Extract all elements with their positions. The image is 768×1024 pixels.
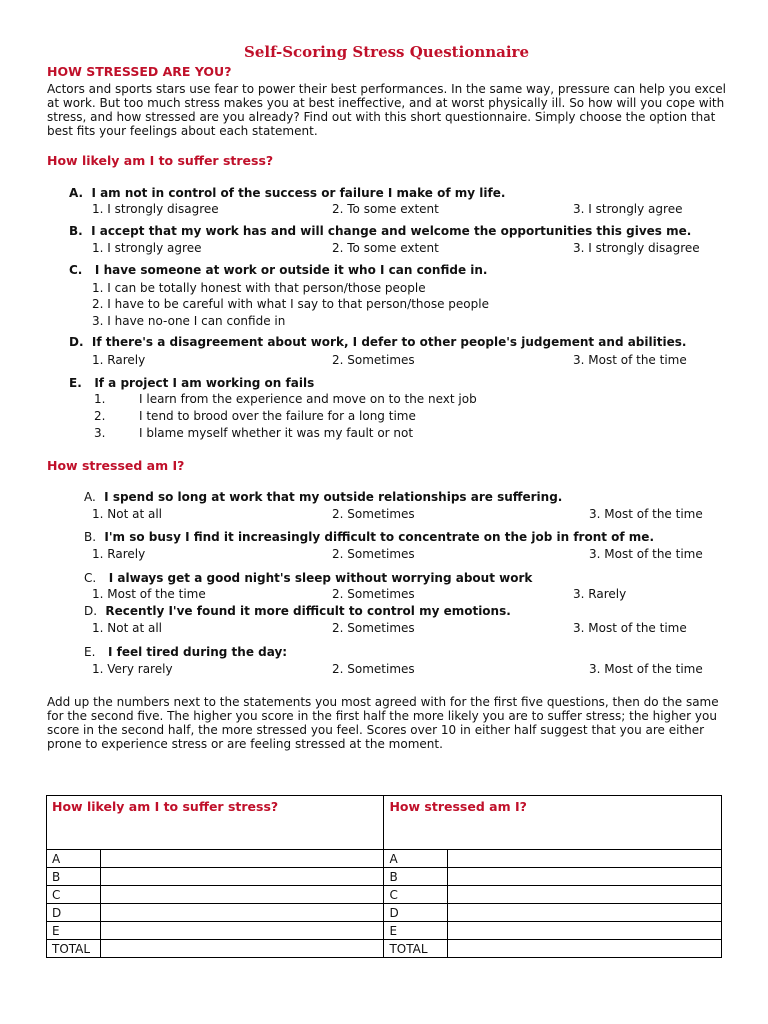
- subtitle: HOW STRESSED ARE YOU?: [47, 64, 232, 79]
- option[interactable]: 2. To some extent: [332, 241, 439, 255]
- option[interactable]: 3. I have no-one I can confide in: [92, 314, 286, 328]
- option[interactable]: 3. Most of the time: [573, 353, 687, 367]
- option-number: 1.: [94, 392, 106, 406]
- scoring-paragraph: Add up the numbers next to the statements you most agreed with for the first five questions, then do the same for the second five. The higher you score in the first half the more likely you are to suffer stress; the higher you score in the second half, the more stressed you feel. Scores over 10 in either half suggest that you are either prone to experience stress or are feeling stressed at the moment.: [47, 695, 719, 751]
- row-label: TOTAL: [384, 940, 448, 958]
- option[interactable]: 1. I strongly agree: [92, 241, 202, 255]
- s1-question-e: [69, 376, 314, 390]
- row-label: B: [47, 868, 101, 886]
- row-label: D: [47, 904, 101, 922]
- option[interactable]: 1. Rarely: [92, 547, 146, 561]
- total-cell[interactable]: [100, 940, 383, 958]
- row-label: C: [47, 886, 101, 904]
- s2-question-a: [84, 490, 562, 504]
- question-text: I always get a good night's sleep without worrying about work: [108, 571, 533, 585]
- option-number: 2.: [94, 409, 106, 423]
- option[interactable]: I learn from the experience and move on to the next job: [139, 392, 477, 406]
- question-text: If there's a disagreement about work, I defer to other people's judgement and abilities.: [91, 335, 687, 349]
- question-letter: C.: [84, 571, 97, 585]
- score-table: [46, 795, 722, 958]
- score-cell[interactable]: [448, 886, 722, 904]
- row-label: E: [47, 922, 101, 940]
- s2-question-b: [84, 530, 654, 544]
- s2-question-e: [84, 645, 287, 659]
- option[interactable]: 2. Sometimes: [332, 353, 415, 367]
- s1-question-d: [69, 335, 686, 349]
- row-label: E: [384, 922, 448, 940]
- option[interactable]: I blame myself whether it was my fault or not: [139, 426, 414, 440]
- question-text: I spend so long at work that my outside relationships are suffering.: [104, 490, 563, 504]
- question-text: I am not in control of the success or failure I make of my life.: [91, 186, 506, 200]
- option[interactable]: 1. Most of the time: [92, 587, 206, 601]
- question-letter: B.: [84, 530, 97, 544]
- option[interactable]: 3. I strongly agree: [573, 202, 683, 216]
- row-label: TOTAL: [47, 940, 101, 958]
- section1-heading: How likely am I to suffer stress?: [47, 153, 274, 168]
- intro-paragraph: Actors and sports stars use fear to power their best performances. In the same way, pressure can help you excel at work. But too much stress makes you at best ineffective, and at worst physically ill. So how will you cope with stress, and how stressed are you already? Find out with this short questionnaire. Simply choose the option that best fits your feelings about each statement.: [47, 82, 726, 138]
- option[interactable]: 1. I can be totally honest with that person/those people: [92, 281, 426, 295]
- option[interactable]: 2. Sometimes: [332, 587, 415, 601]
- s2-question-c: [84, 571, 532, 585]
- score-cell[interactable]: [448, 922, 722, 940]
- question-text: I have someone at work or outside it who I can confide in.: [94, 263, 488, 277]
- question-letter: D.: [84, 604, 98, 618]
- question-letter: E.: [69, 376, 82, 390]
- option[interactable]: 1. I strongly disagree: [92, 202, 219, 216]
- row-label: A: [384, 850, 448, 868]
- table-row: [47, 850, 722, 868]
- option[interactable]: 3. Most of the time: [573, 621, 687, 635]
- table-total-row: [47, 940, 722, 958]
- table-header-row: [47, 796, 722, 850]
- table-row: [47, 904, 722, 922]
- s1-question-c: [69, 263, 488, 277]
- score-cell[interactable]: [100, 850, 383, 868]
- option[interactable]: 2. Sometimes: [332, 507, 415, 521]
- score-cell[interactable]: [100, 868, 383, 886]
- option[interactable]: 3. I strongly disagree: [573, 241, 700, 255]
- score-cell[interactable]: [100, 922, 383, 940]
- row-label: A: [47, 850, 101, 868]
- row-label: C: [384, 886, 448, 904]
- option[interactable]: 3. Most of the time: [589, 507, 703, 521]
- table-row: [47, 886, 722, 904]
- option[interactable]: 2. Sometimes: [332, 621, 415, 635]
- total-cell[interactable]: [448, 940, 722, 958]
- option[interactable]: 2. I have to be careful with what I say to that person/those people: [92, 297, 489, 311]
- question-text: Recently I've found it more difficult to control my emotions.: [105, 604, 511, 618]
- score-cell[interactable]: [100, 886, 383, 904]
- question-text: I feel tired during the day:: [107, 645, 288, 659]
- score-cell[interactable]: [448, 868, 722, 886]
- option[interactable]: I tend to brood over the failure for a long time: [139, 409, 416, 423]
- question-text: If a project I am working on fails: [94, 376, 315, 390]
- page-title: Self-Scoring Stress Questionnaire: [244, 43, 529, 61]
- question-letter: A.: [84, 490, 96, 504]
- s1-question-b: [69, 224, 691, 238]
- option-number: 3.: [94, 426, 106, 440]
- table-row: [47, 868, 722, 886]
- option[interactable]: 2. Sometimes: [332, 547, 415, 561]
- question-letter: A.: [69, 186, 84, 200]
- option[interactable]: 3. Most of the time: [589, 547, 703, 561]
- s2-question-d: [84, 604, 511, 618]
- s1-question-a: [69, 186, 505, 200]
- left-table-heading: How likely am I to suffer stress?: [47, 796, 384, 850]
- option[interactable]: 3. Most of the time: [589, 662, 703, 676]
- question-text: I accept that my work has and will change and welcome the opportunities this gives me.: [91, 224, 692, 238]
- question-letter: B.: [69, 224, 83, 238]
- right-table-heading: How stressed am I?: [384, 796, 722, 850]
- row-label: D: [384, 904, 448, 922]
- score-cell[interactable]: [100, 904, 383, 922]
- option[interactable]: 2. Sometimes: [332, 662, 415, 676]
- question-letter: D.: [69, 335, 84, 349]
- question-letter: E.: [84, 645, 96, 659]
- option[interactable]: 1. Rarely: [92, 353, 146, 367]
- row-label: B: [384, 868, 448, 886]
- option[interactable]: 2. To some extent: [332, 202, 439, 216]
- section2-heading: How stressed am I?: [47, 458, 185, 473]
- score-cell[interactable]: [448, 850, 722, 868]
- score-cell[interactable]: [448, 904, 722, 922]
- question-text: I'm so busy I find it increasingly difficult to concentrate on the job in front of me.: [104, 530, 654, 544]
- option[interactable]: 3. Rarely: [573, 587, 627, 601]
- table-row: [47, 922, 722, 940]
- question-letter: C.: [69, 263, 83, 277]
- option[interactable]: 1. Not at all: [92, 507, 162, 521]
- option[interactable]: 1. Very rarely: [92, 662, 173, 676]
- option[interactable]: 1. Not at all: [92, 621, 162, 635]
